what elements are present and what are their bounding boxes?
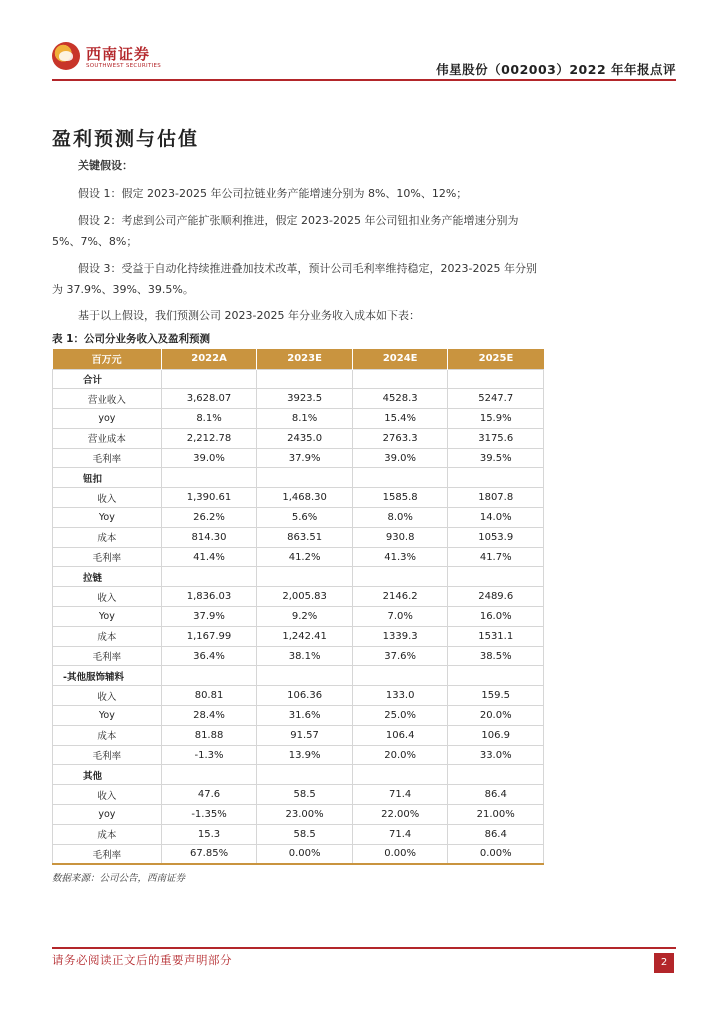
table-cell: 5247.7 [448,389,544,409]
table-cell: 159.5 [448,686,544,706]
group-label: 钮扣 [53,468,162,488]
logo-mark-icon [52,42,80,70]
row-label: 毛利率 [53,646,162,666]
table-cell: 9.2% [257,607,353,627]
table-cell: 2,212.78 [161,428,257,448]
table-cell: -1.3% [161,745,257,765]
table-cell: 1,167.99 [161,626,257,646]
table-cell: 1807.8 [448,488,544,508]
empty-cell [257,468,353,488]
table-cell: 31.6% [257,706,353,726]
column-header: 2023E [257,349,353,369]
table-cell: 1,836.03 [161,587,257,607]
row-label: 营业收入 [53,389,162,409]
table-row [53,389,544,409]
table-cell: 20.0% [352,745,448,765]
table-cell: 67.85% [161,844,257,864]
table-cell: 23.00% [257,805,353,825]
page-number: 2 [654,953,674,973]
row-label: 营业成本 [53,428,162,448]
table-cell: 2489.6 [448,587,544,607]
table-cell: 16.0% [448,607,544,627]
table-cell: 39.0% [352,448,448,468]
assumption-1: 假设 1：假定 2023-2025 年公司拉链业务产能增速分别为 8%、10%、12%； [78,187,468,200]
row-label: 成本 [53,527,162,547]
footer-divider [52,947,676,949]
table-row [53,824,544,844]
table-cell: 3,628.07 [161,389,257,409]
table-cell: 21.00% [448,805,544,825]
table-cell: 1585.8 [352,488,448,508]
empty-cell [257,369,353,389]
row-label: 收入 [53,785,162,805]
table-cell: 2,005.83 [257,587,353,607]
table-row [53,547,544,567]
table-row [53,646,544,666]
table-body [53,369,544,864]
company-logo [52,42,212,76]
table-group-row [53,468,544,488]
table-cell: 15.4% [352,409,448,429]
table-row [53,785,544,805]
table-cell: 33.0% [448,745,544,765]
data-source-note: 数据来源：公司公告，西南证券 [52,873,186,884]
table-cell: 39.5% [448,448,544,468]
logo-name-cn: 西南证券 [86,45,151,63]
table-row [53,587,544,607]
table-cell: 2146.2 [352,587,448,607]
assumption-2: 假设 2：考虑到公司产能扩张顺利推进，假定 2023-2025 年公司钮扣业务产能增速分别为 5%、7%、8%； [52,214,519,248]
row-label: Yoy [53,607,162,627]
table-cell: 2435.0 [257,428,353,448]
row-label: 收入 [53,587,162,607]
empty-cell [257,765,353,785]
table-row [53,428,544,448]
table-cell: 1531.1 [448,626,544,646]
row-label: 成本 [53,824,162,844]
empty-cell [352,369,448,389]
group-label: -其他服饰辅料 [53,666,162,686]
table-cell: 47.6 [161,785,257,805]
table-row [53,488,544,508]
table-cell: 15.3 [161,824,257,844]
row-label: 成本 [53,725,162,745]
column-header: 百万元 [53,349,162,369]
empty-cell [448,468,544,488]
empty-cell [352,765,448,785]
empty-cell [257,567,353,587]
table-cell: 80.81 [161,686,257,706]
disclaimer-note: 请务必阅读正文后的重要声明部分 [52,953,232,967]
column-header: 2022A [161,349,257,369]
row-label: 收入 [53,488,162,508]
table-cell: 814.30 [161,527,257,547]
row-label: yoy [53,805,162,825]
empty-cell [161,369,257,389]
empty-cell [161,567,257,587]
empty-cell [448,765,544,785]
page-header [52,40,676,84]
column-header: 2025E [448,349,544,369]
forecast-intro: 基于以上假设，我们预测公司 2023-2025 年分业务收入成本如下表： [78,309,420,322]
table-cell: 37.9% [161,607,257,627]
table-cell: 41.2% [257,547,353,567]
table-cell: 86.4 [448,824,544,844]
table-cell: 5.6% [257,508,353,528]
group-label: 其他 [53,765,162,785]
table-cell: 2763.3 [352,428,448,448]
table-cell: 37.9% [257,448,353,468]
table-cell: 22.00% [352,805,448,825]
table-cell: 39.0% [161,448,257,468]
table-cell: 38.5% [448,646,544,666]
table-cell: 3923.5 [257,389,353,409]
empty-cell [352,666,448,686]
table-cell: 0.00% [257,844,353,864]
table-row [53,527,544,547]
table-cell: 25.0% [352,706,448,726]
group-label: 拉链 [53,567,162,587]
row-label: Yoy [53,508,162,528]
table-cell: 15.9% [448,409,544,429]
row-label: yoy [53,409,162,429]
table-row [53,725,544,745]
table-cell: 106.4 [352,725,448,745]
empty-cell [448,666,544,686]
table-row [53,844,544,864]
empty-cell [352,468,448,488]
table-row [53,508,544,528]
table-row [53,805,544,825]
row-label: 毛利率 [53,844,162,864]
report-title: 伟星股份（002003）2022 年年报点评 [436,62,676,77]
row-label: 毛利率 [53,745,162,765]
table-cell: 1053.9 [448,527,544,547]
table-row [53,686,544,706]
key-assumptions-label: 关键假设： [78,159,133,172]
table-caption: 表 1：公司分业务收入及盈利预测 [52,333,210,345]
logo-name-en: SOUTHWEST SECURITIES [86,63,162,69]
table-cell: 0.00% [352,844,448,864]
table-cell: 38.1% [257,646,353,666]
table-cell: 1339.3 [352,626,448,646]
table-cell: 0.00% [448,844,544,864]
table-cell: 14.0% [448,508,544,528]
table-cell: 71.4 [352,824,448,844]
table-cell: 106.36 [257,686,353,706]
table-row [53,607,544,627]
table-cell: 930.8 [352,527,448,547]
table-cell: 86.4 [448,785,544,805]
group-label: 合计 [53,369,162,389]
table-cell: 71.4 [352,785,448,805]
table-group-row [53,567,544,587]
table-cell: 1,468.30 [257,488,353,508]
table-cell: 8.1% [161,409,257,429]
table-row [53,626,544,646]
table-cell: 81.88 [161,725,257,745]
table-cell: 36.4% [161,646,257,666]
table-cell: 91.57 [257,725,353,745]
empty-cell [161,468,257,488]
table-group-row [53,369,544,389]
table-cell: 8.0% [352,508,448,528]
row-label: 收入 [53,686,162,706]
empty-cell [161,765,257,785]
empty-cell [448,369,544,389]
empty-cell [352,567,448,587]
row-label: 毛利率 [53,547,162,567]
column-header: 2024E [352,349,448,369]
table-row [53,448,544,468]
row-label: 毛利率 [53,448,162,468]
table-row [53,706,544,726]
empty-cell [161,666,257,686]
row-label: Yoy [53,706,162,726]
table-row [53,409,544,429]
table-group-row [53,666,544,686]
table-group-row [53,765,544,785]
table-cell: 1,390.61 [161,488,257,508]
table-header-row [53,349,544,369]
table-cell: 41.4% [161,547,257,567]
table-cell: 4528.3 [352,389,448,409]
forecast-table [52,349,544,865]
table-cell: 3175.6 [448,428,544,448]
table-cell: 26.2% [161,508,257,528]
header-divider [52,79,676,81]
table-cell: 7.0% [352,607,448,627]
table-cell: 13.9% [257,745,353,765]
table-cell: 1,242.41 [257,626,353,646]
table-cell: 20.0% [448,706,544,726]
table-cell: 28.4% [161,706,257,726]
table-cell: 37.6% [352,646,448,666]
table-cell: -1.35% [161,805,257,825]
table-row [53,745,544,765]
table-cell: 41.3% [352,547,448,567]
empty-cell [448,567,544,587]
row-label: 成本 [53,626,162,646]
table-cell: 58.5 [257,785,353,805]
table-cell: 133.0 [352,686,448,706]
table-cell: 863.51 [257,527,353,547]
assumption-3: 假设 3：受益于自动化持续推进叠加技术改革，预计公司毛利率维持稳定，2023-2025 年分别为 37.9%、39%、39.5%。 [52,262,537,296]
empty-cell [257,666,353,686]
table-cell: 8.1% [257,409,353,429]
section-title: 盈利预测与估值 [52,128,200,150]
table-cell: 58.5 [257,824,353,844]
table-cell: 106.9 [448,725,544,745]
table-cell: 41.7% [448,547,544,567]
